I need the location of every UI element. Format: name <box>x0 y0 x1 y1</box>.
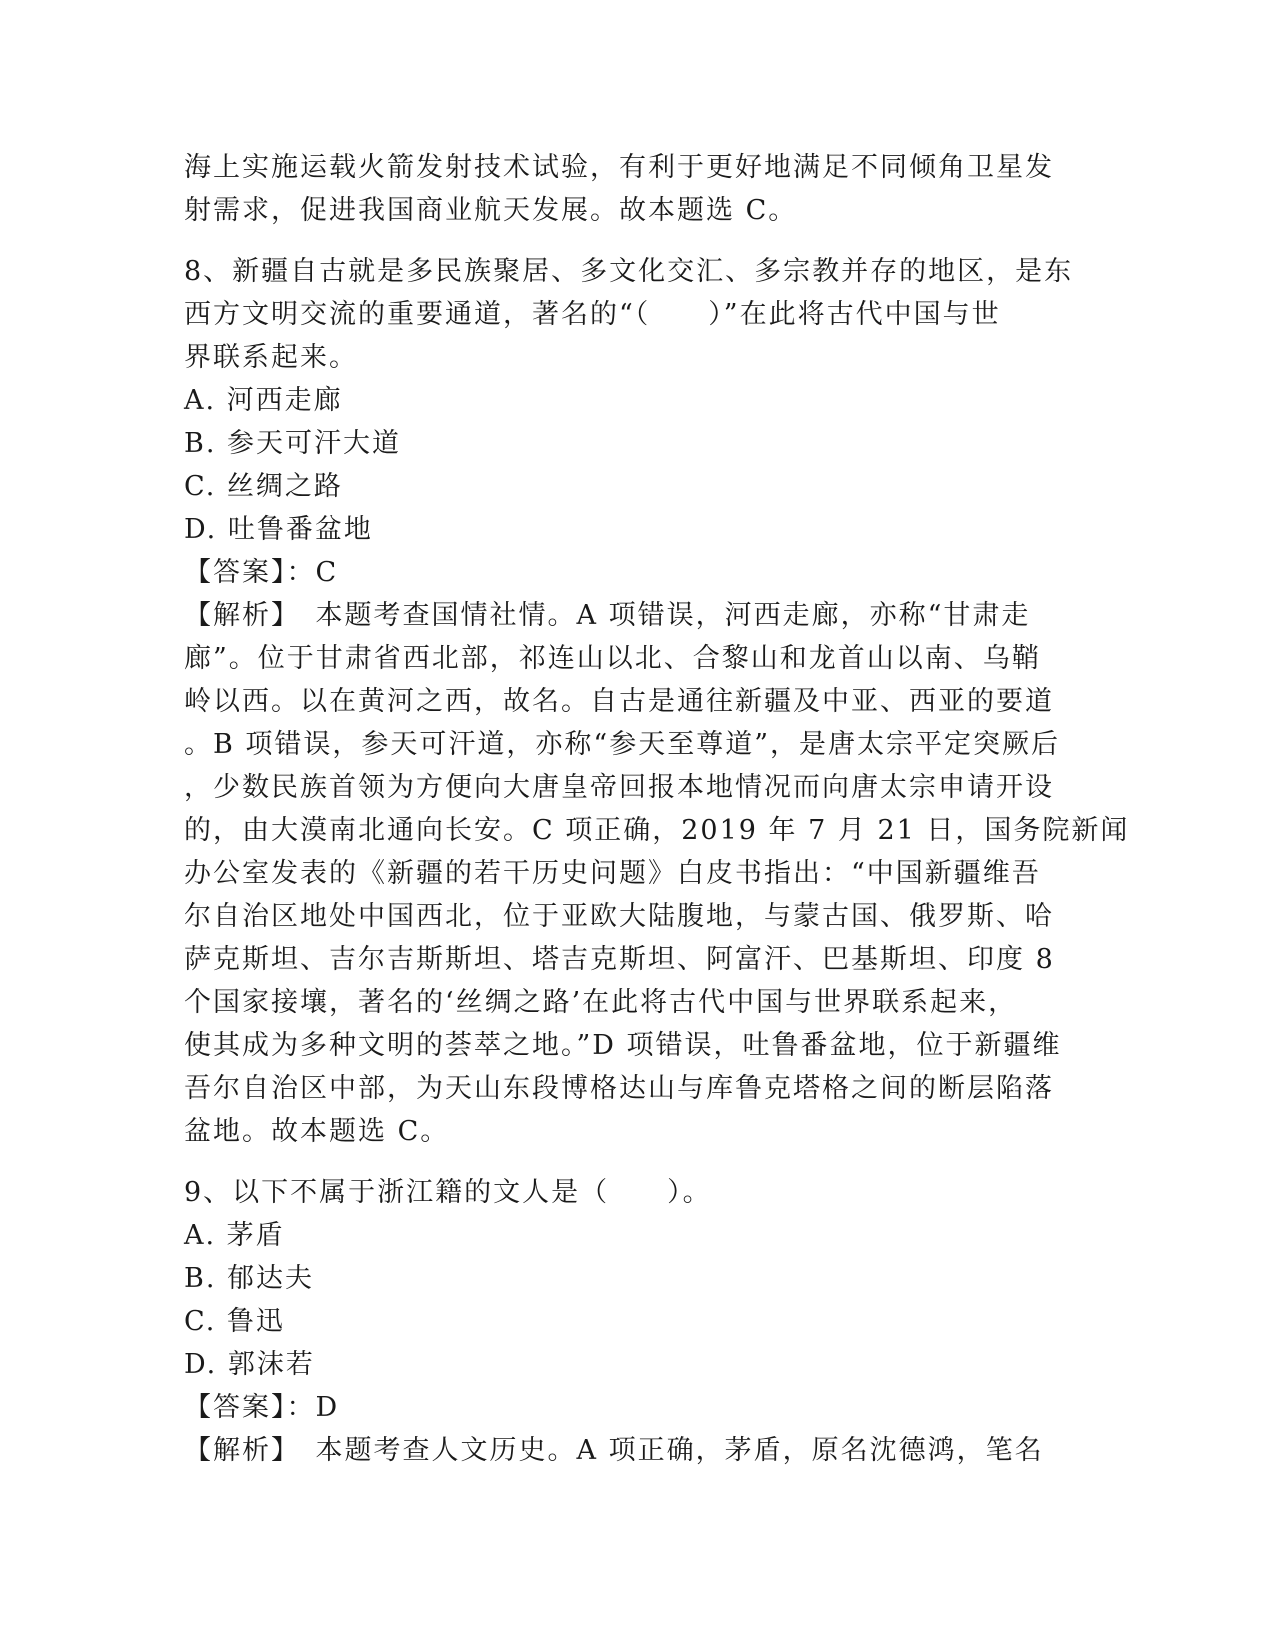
analysis-line: 【解析】 本题考查人文历史。A 项正确，茅盾，原名沈德鸿，笔名 <box>184 1435 1044 1466</box>
option-a: A. 河西走廊 <box>184 385 343 416</box>
option-c: C. 丝绸之路 <box>184 471 343 502</box>
intro-continuation <box>184 146 1084 232</box>
analysis-line: 使其成为多种文明的荟萃之地。”D 项错误，吐鲁番盆地，位于新疆维 <box>184 1030 1062 1061</box>
question-stem-line: 8、新疆自古就是多民族聚居、多文化交汇、多宗教并存的地区，是东 <box>184 256 1074 287</box>
analysis-line: 岭以西。以在黄河之西，故名。自古是通往新疆及中亚、西亚的要道 <box>184 686 1054 717</box>
analysis-line: 萨克斯坦、吉尔吉斯斯坦、塔吉克斯坦、阿富汗、巴基斯坦、印度 8 <box>184 944 1055 975</box>
question-9-answer: 【答案】：D <box>184 1392 340 1423</box>
text-line: 海上实施运载火箭发射技术试验，有利于更好地满足不同倾角卫星发 <box>184 152 1054 183</box>
text-line: 射需求，促进我国商业航天发展。故本题选 C。 <box>184 195 798 226</box>
analysis-line: 的，由大漠南北通向长安。C 项正确，2019 年 7 月 21 日，国务院新闻 <box>184 815 1130 846</box>
analysis-line: 办公室发表的《新疆的若干历史问题》白皮书指出：“中国新疆维吾 <box>184 858 1041 889</box>
question-9-stem <box>184 1171 1084 1214</box>
analysis-line: 吾尔自治区中部，为天山东段博格达山与库鲁克塔格之间的断层陷落 <box>184 1073 1054 1104</box>
question-8-analysis <box>184 594 1130 1153</box>
analysis-line: 个国家接壤，著名的‘丝绸之路’在此将古代中国与世界联系起来， <box>184 987 1018 1018</box>
analysis-line: 。B 项错误，参天可汗道，亦称“参天至尊道”，是唐太宗平定突厥后 <box>184 729 1061 760</box>
option-c: C. 鲁迅 <box>184 1306 285 1337</box>
question-8-answer: 【答案】：C <box>184 557 339 588</box>
question-8-options <box>184 379 1084 551</box>
question-8-stem <box>184 250 1084 379</box>
question-stem-line: 界联系起来。 <box>184 342 358 373</box>
analysis-line: 盆地。故本题选 C。 <box>184 1116 450 1147</box>
analysis-line: 廊”。位于甘肃省西北部，祁连山以北、合黎山和龙首山以南、乌鞘 <box>184 643 1041 674</box>
analysis-line: 【解析】 本题考查国情社情。A 项错误，河西走廊，亦称“甘肃走 <box>184 600 1031 631</box>
option-b: B. 参天可汗大道 <box>184 428 402 459</box>
question-stem-line: 9、以下不属于浙江籍的文人是（ ）。 <box>184 1177 712 1208</box>
analysis-line: ，少数民族首领为方便向大唐皇帝回报本地情况而向唐太宗申请开设 <box>184 772 1054 803</box>
question-9 <box>184 1171 1084 1472</box>
option-d: D. 吐鲁番盆地 <box>184 514 373 545</box>
question-9-options <box>184 1214 1084 1386</box>
document-page <box>184 146 1130 1472</box>
option-b: B. 郁达夫 <box>184 1263 315 1294</box>
analysis-line: 尔自治区地处中国西北，位于亚欧大陆腹地，与蒙古国、俄罗斯、哈 <box>184 901 1054 932</box>
option-a: A. 茅盾 <box>184 1220 285 1251</box>
spacer <box>184 232 1084 250</box>
question-8 <box>184 250 1130 1153</box>
question-9-analysis <box>184 1429 1084 1472</box>
spacer <box>184 1153 1084 1171</box>
question-stem-line: 西方文明交流的重要通道，著名的“（ ）”在此将古代中国与世 <box>184 299 1001 330</box>
option-d: D. 郭沫若 <box>184 1349 315 1380</box>
